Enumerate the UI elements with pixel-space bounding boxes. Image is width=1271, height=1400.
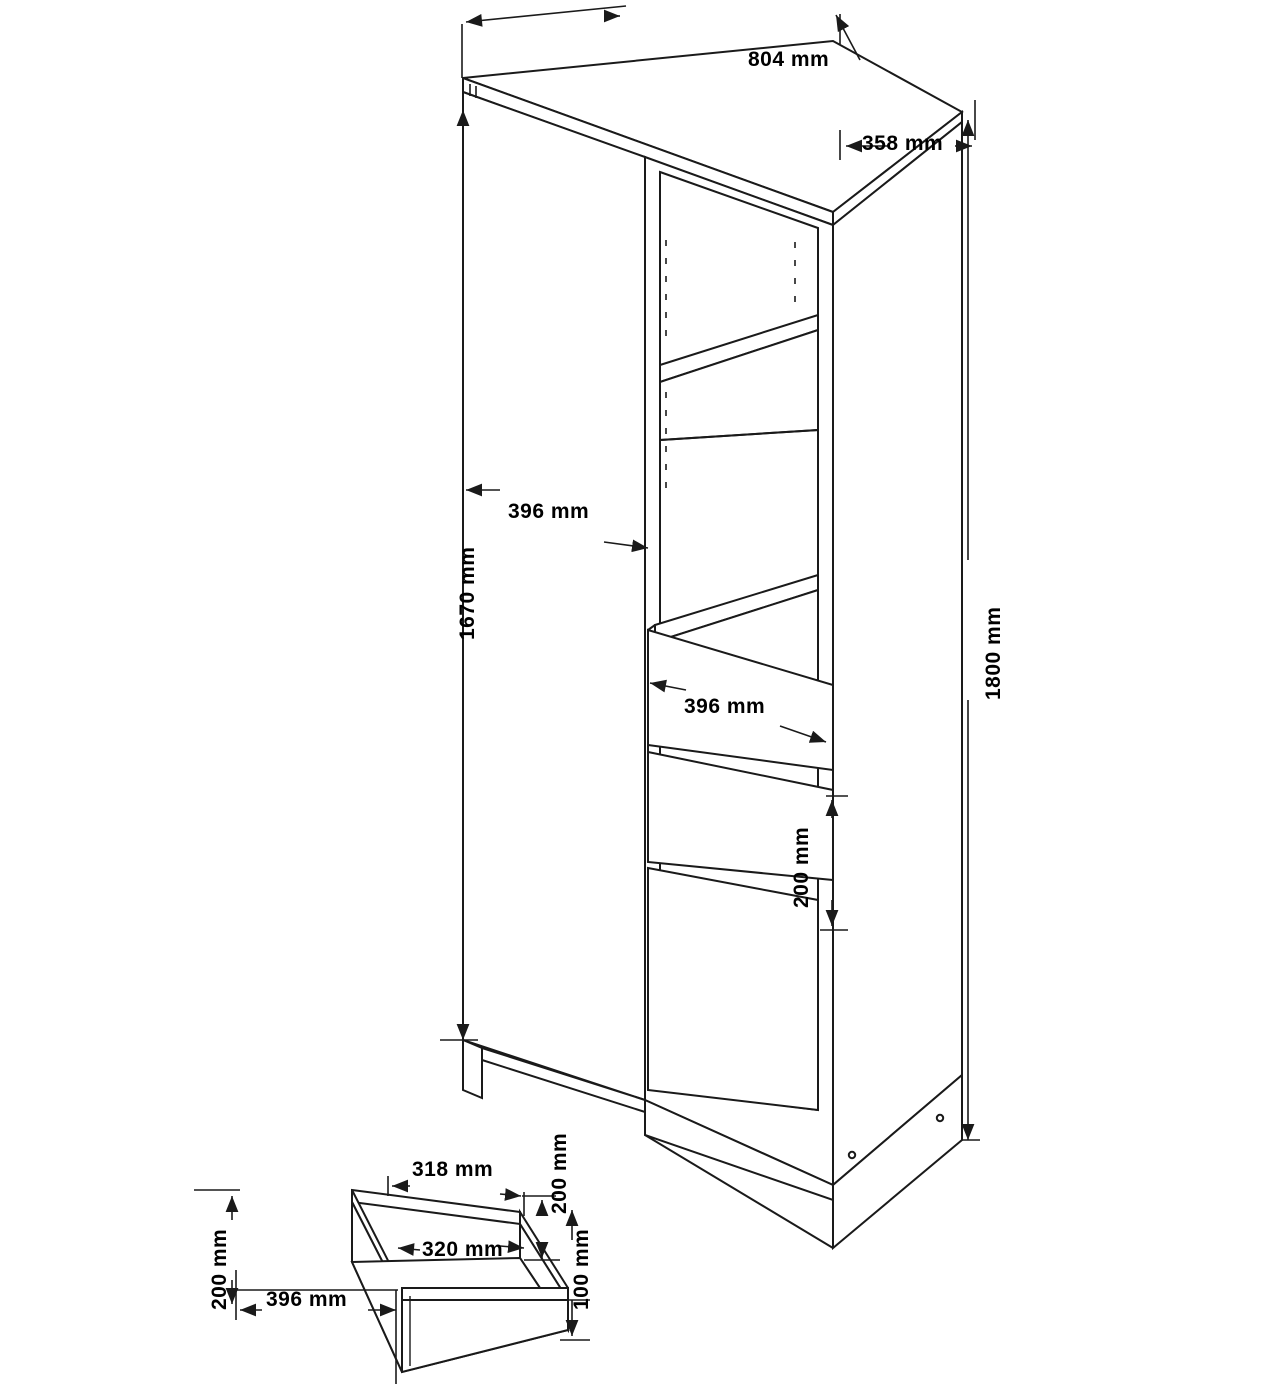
dimension-label-detail-318: 318 mm [412,1158,494,1181]
dim-804-line-left [466,6,626,22]
cabinet-door-front [463,92,645,1100]
dimension-label-detail-396: 396 mm [266,1288,348,1311]
dimension-label-detail-200-left: 200 mm [208,1228,231,1310]
dimension-label-drawer-396: 396 mm [684,695,766,718]
dim-320-a [398,1248,420,1250]
drawer-detail-isometric [352,1190,568,1372]
dimension-label-detail-100: 100 mm [570,1228,593,1310]
dimension-label-depth-358: 358 mm [862,132,944,155]
drawer-front-top-edge [402,1288,568,1300]
dimension-label-drawer-200: 200 mm [790,826,813,908]
dimension-label-height-1800: 1800 mm [982,606,1005,700]
cabinet-right-side-panel [833,122,962,1185]
dimension-label-detail-200-right: 200 mm [548,1132,571,1214]
plinth-left [463,1040,482,1098]
dimension-label-width-804: 804 mm [748,48,830,71]
dim-318-b [500,1194,521,1196]
dimension-label-door-396: 396 mm [508,500,590,523]
drawer-front-panel [402,1300,568,1372]
cabinet-body [463,41,962,1248]
drawer-back-rail [352,1190,520,1224]
dimension-label-detail-320: 320 mm [422,1238,504,1261]
dimension-label-height-1670: 1670 mm [456,546,479,640]
